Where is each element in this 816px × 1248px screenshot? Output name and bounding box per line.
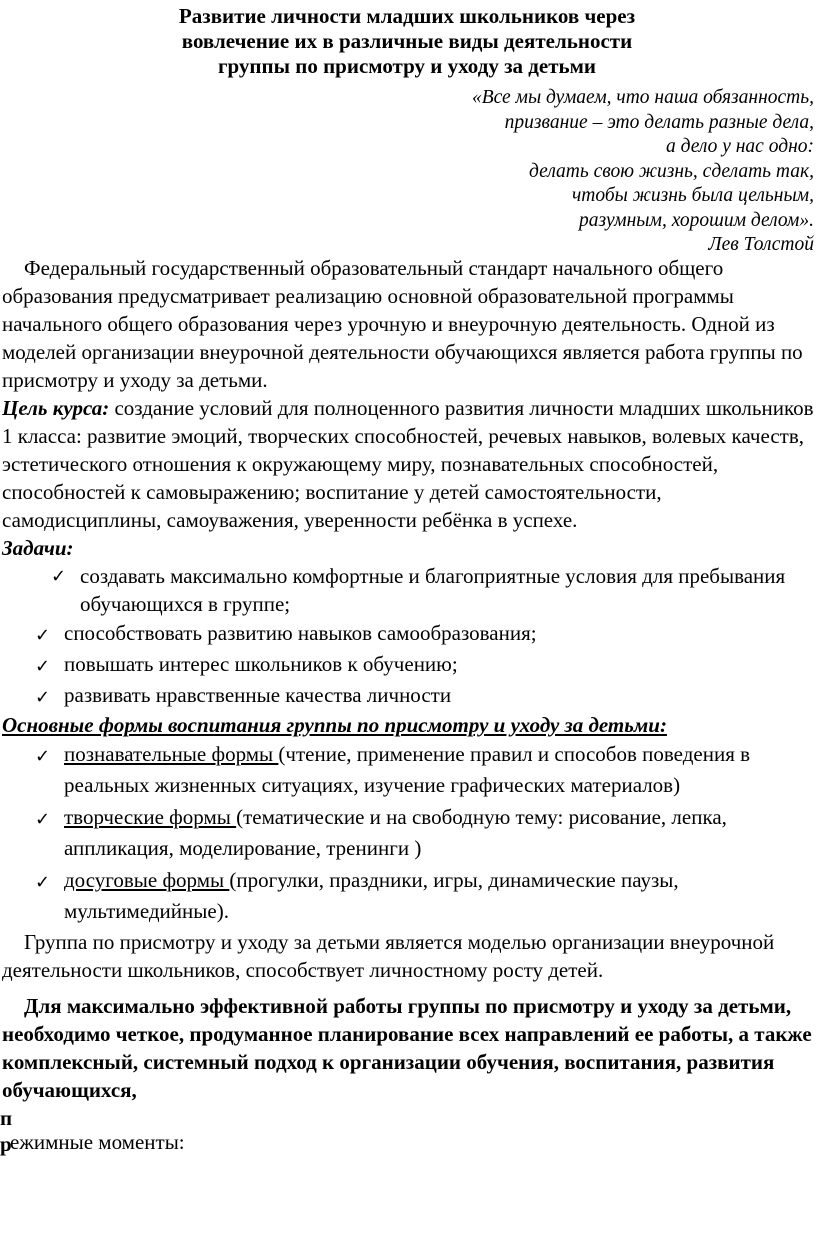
stray-letter-2: р <box>0 1132 12 1156</box>
stray-letter-1: п <box>0 1106 13 1130</box>
epigraph-line: чтобы жизнь была цельным, <box>571 185 814 206</box>
list-item <box>2 802 814 864</box>
tasks-label: Задачи: <box>2 536 74 560</box>
list-item <box>2 618 814 649</box>
epigraph-line: делать свою жизнь, сделать так, <box>529 160 814 182</box>
intro-paragraph: Федеральный государственный образовательный стандарт начального общего образования предусматривает реализацию основной образовательной программы начального общего образования через урочную и внеурочную деятельность. Одной из моделей организации внеурочной деятельности обучающихся является работа группы по присмотру и уходу за детьми. <box>2 256 803 392</box>
checkmark-icon: ✓ <box>35 625 51 646</box>
task-text: повышать интерес школьников к обучению; <box>64 652 458 676</box>
form-name: творческие формы <box>64 805 237 829</box>
epigraph-line: призвание – это делать разные дела, <box>504 111 814 133</box>
title-line-2: вовлечение их в различные виды деятельности <box>181 29 633 53</box>
group-paragraph: Группа по присмотру и уходу за детьми является моделью организации внеурочной деятельности школьников, способствует личностному росту детей. <box>2 930 775 982</box>
epigraph <box>472 86 814 258</box>
list-item <box>2 865 814 927</box>
goal-paragraph <box>2 394 814 534</box>
regime-label: ежимные моменты: <box>10 1130 185 1154</box>
forms-heading-colon: : <box>659 713 667 737</box>
title-line-3: группы по присмотру и уходу за детьми <box>217 54 597 78</box>
list-item <box>2 649 814 680</box>
forms-list <box>2 739 814 927</box>
checkmark-icon: ✓ <box>35 687 51 708</box>
forms-heading-text: Основные формы воспитания группы по присмотру и уходу за детьми <box>2 713 660 737</box>
forms-heading <box>2 711 814 739</box>
list-item <box>2 680 814 711</box>
checkmark-icon: ✓ <box>51 566 67 587</box>
epigraph-line: «Все мы думаем, что наша обязанность, <box>471 87 814 108</box>
epigraph-line: а дело у нас одно: <box>665 136 814 157</box>
planning-paragraph: Для максимально эффективной работы группы по присмотру и уходу за детьми, необходимо четкое, продуманное планирование всех направлений ее работы, а также комплексный, системный подход к организации обучения, воспитания, развития обучающихся, <box>2 994 812 1102</box>
document-body <box>2 254 814 1164</box>
checkmark-icon: ✓ <box>35 872 51 893</box>
goal-label: Цель курса: <box>2 396 110 420</box>
task-text: способствовать развитию навыков самообразования; <box>64 621 537 645</box>
list-item <box>2 739 814 801</box>
checkmark-icon: ✓ <box>35 809 51 830</box>
form-desc: (чтение, применение правил и способов поведения в реальных жизненных ситуациях, изучение графических материалов) <box>64 742 751 797</box>
checkmark-icon: ✓ <box>35 746 51 767</box>
epigraph-line: разумным, хорошим делом». <box>579 209 814 231</box>
document-title <box>12 0 802 79</box>
tasks-first-list <box>2 562 814 618</box>
tasks-list <box>2 618 814 711</box>
form-name: досуговые формы <box>64 868 230 892</box>
task-text: развивать нравственные качества личности <box>64 683 452 707</box>
checkmark-icon: ✓ <box>35 656 51 677</box>
form-desc: (прогулки, праздники, игры, динамические паузы, мультимедийные). <box>64 868 679 923</box>
form-name: познавательные формы <box>64 742 279 766</box>
epigraph-author: Лев Толстой <box>708 234 814 255</box>
form-desc: (тематические и на свободную тему: рисование, лепка, аппликация, моделирование, тренинги ) <box>64 805 727 860</box>
list-item <box>2 562 814 618</box>
task-text: создавать максимально комфортные и благоприятные условия для пребывания обучающихся в группе; <box>80 564 786 616</box>
regime-heading <box>2 1104 814 1164</box>
goal-text: создание условий для полноценного развития личности младших школьников 1 класса: развитие эмоций, творческих способностей, речевых навыков, волевых качеств, эстетического отношения к окружающему миру, познавательных способностей, способностей к самовыражению; воспитание у детей самостоятельности, самодисциплины, самоуважения, уверенности ребёнка в успехе. <box>2 396 814 532</box>
title-line-1: Развитие личности младших школьников через <box>178 4 636 28</box>
